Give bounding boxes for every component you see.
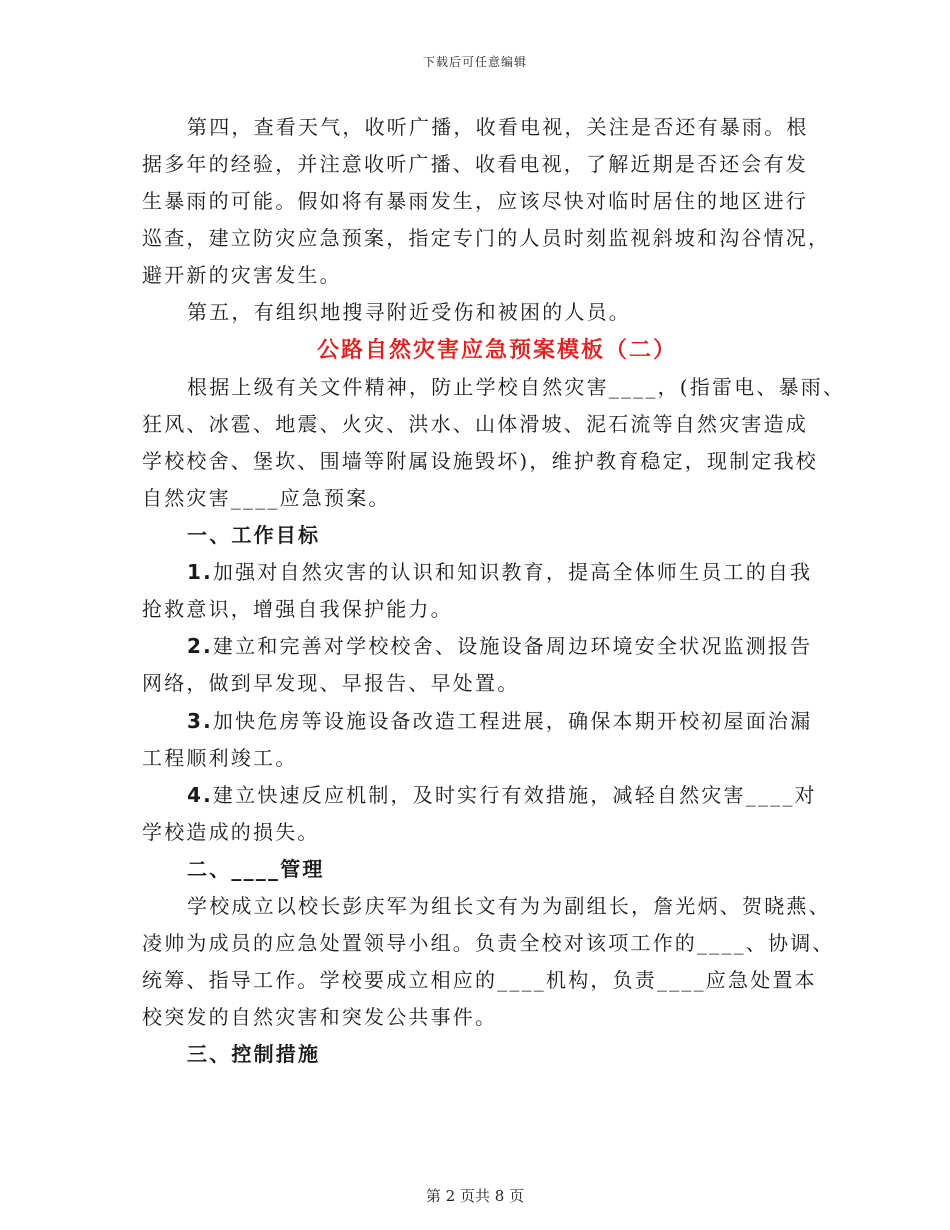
paragraph-line: 避开新的灾害发生。 [142, 263, 342, 288]
list-item-text: 建立快速反应机制，及时实行有效措施，减轻自然灾害____对 [212, 782, 817, 807]
heading-control-measures: 三、控制措施 [187, 1042, 321, 1067]
paragraph-line: 自然灾害____应急预案。 [142, 485, 391, 510]
paragraph-line: 第五，有组织地搜寻附近受伤和被困的人员。 [187, 300, 631, 325]
paragraph-line: 根据上级有关文件精神，防止学校自然灾害____，(指雷电、暴雨、 [187, 374, 846, 399]
list-item [142, 628, 832, 665]
paragraph-line: 校突发的自然灾害和突发公共事件。 [142, 1005, 498, 1030]
paragraph-line: 凌帅为成员的应急处置领导小组。负责全校对该项工作的____、协调、 [142, 931, 835, 956]
page-header: 下载后可任意编辑 [422, 55, 527, 69]
heading-management: 二、____管理 [187, 856, 325, 881]
list-item [142, 703, 832, 740]
paragraph-line: 狂风、冰雹、地震、火灾、洪水、山体滑坡、泥石流等自然灾害造成 [142, 411, 808, 436]
list-item-text: 建立和完善对学校校舍、设施设备周边环境安全状况监测报告 [212, 634, 813, 659]
section-title: 公路自然灾害应急预案模板（二） [316, 337, 677, 363]
page-footer: 第 2 页共 8 页 [425, 1187, 525, 1205]
paragraph-line: 学校校舍、堡坎、围墙等附属设施毁坏)，维护教育稳定，现制定我校 [142, 448, 819, 473]
paragraph-line: 学校成立以校长彭庆军为组长文有为为副组长，詹光炳、贺晓燕、 [187, 893, 831, 918]
document-body [142, 109, 846, 1073]
heading-work-goals: 一、工作目标 [187, 523, 321, 548]
list-item-continuation: 工程顺利竣工。 [142, 745, 298, 770]
paragraph-line: 据多年的经验，并注意收听广播、收看电视，了解近期是否还会有发 [142, 152, 808, 177]
list-item-number: 4. [187, 782, 213, 807]
list-item-text: 加强对自然灾害的认识和知识教育，提高全体师生员工的自我 [212, 560, 813, 585]
paragraph-line: 统筹、指导工作。学校要成立相应的____机构，负责____应急处置本 [142, 968, 817, 993]
list-item-continuation: 学校造成的损失。 [142, 819, 320, 844]
list-item-continuation: 抢救意识，增强自我保护能力。 [142, 597, 453, 622]
list-item-number: 3. [187, 708, 213, 733]
list-item-text: 加快危房等设施设备改造工程进展，确保本期开校初屋面治漏 [212, 708, 813, 733]
list-item-number: 2. [187, 634, 213, 659]
paragraph-line: 巡查，建立防灾应急预案，指定专门的人员时刻监视斜坡和沟谷情况， [142, 226, 831, 251]
paragraph-line: 第四，查看天气，收听广播，收看电视，关注是否还有暴雨。根 [187, 115, 809, 139]
list-item-continuation: 网络，做到早发现、早报告、早处置。 [142, 671, 520, 696]
paragraph-line: 生暴雨的可能。假如将有暴雨发生，应该尽快对临时居住的地区进行 [142, 189, 808, 214]
list-item [142, 554, 832, 591]
list-item [142, 777, 832, 814]
list-item-number: 1. [187, 560, 213, 585]
